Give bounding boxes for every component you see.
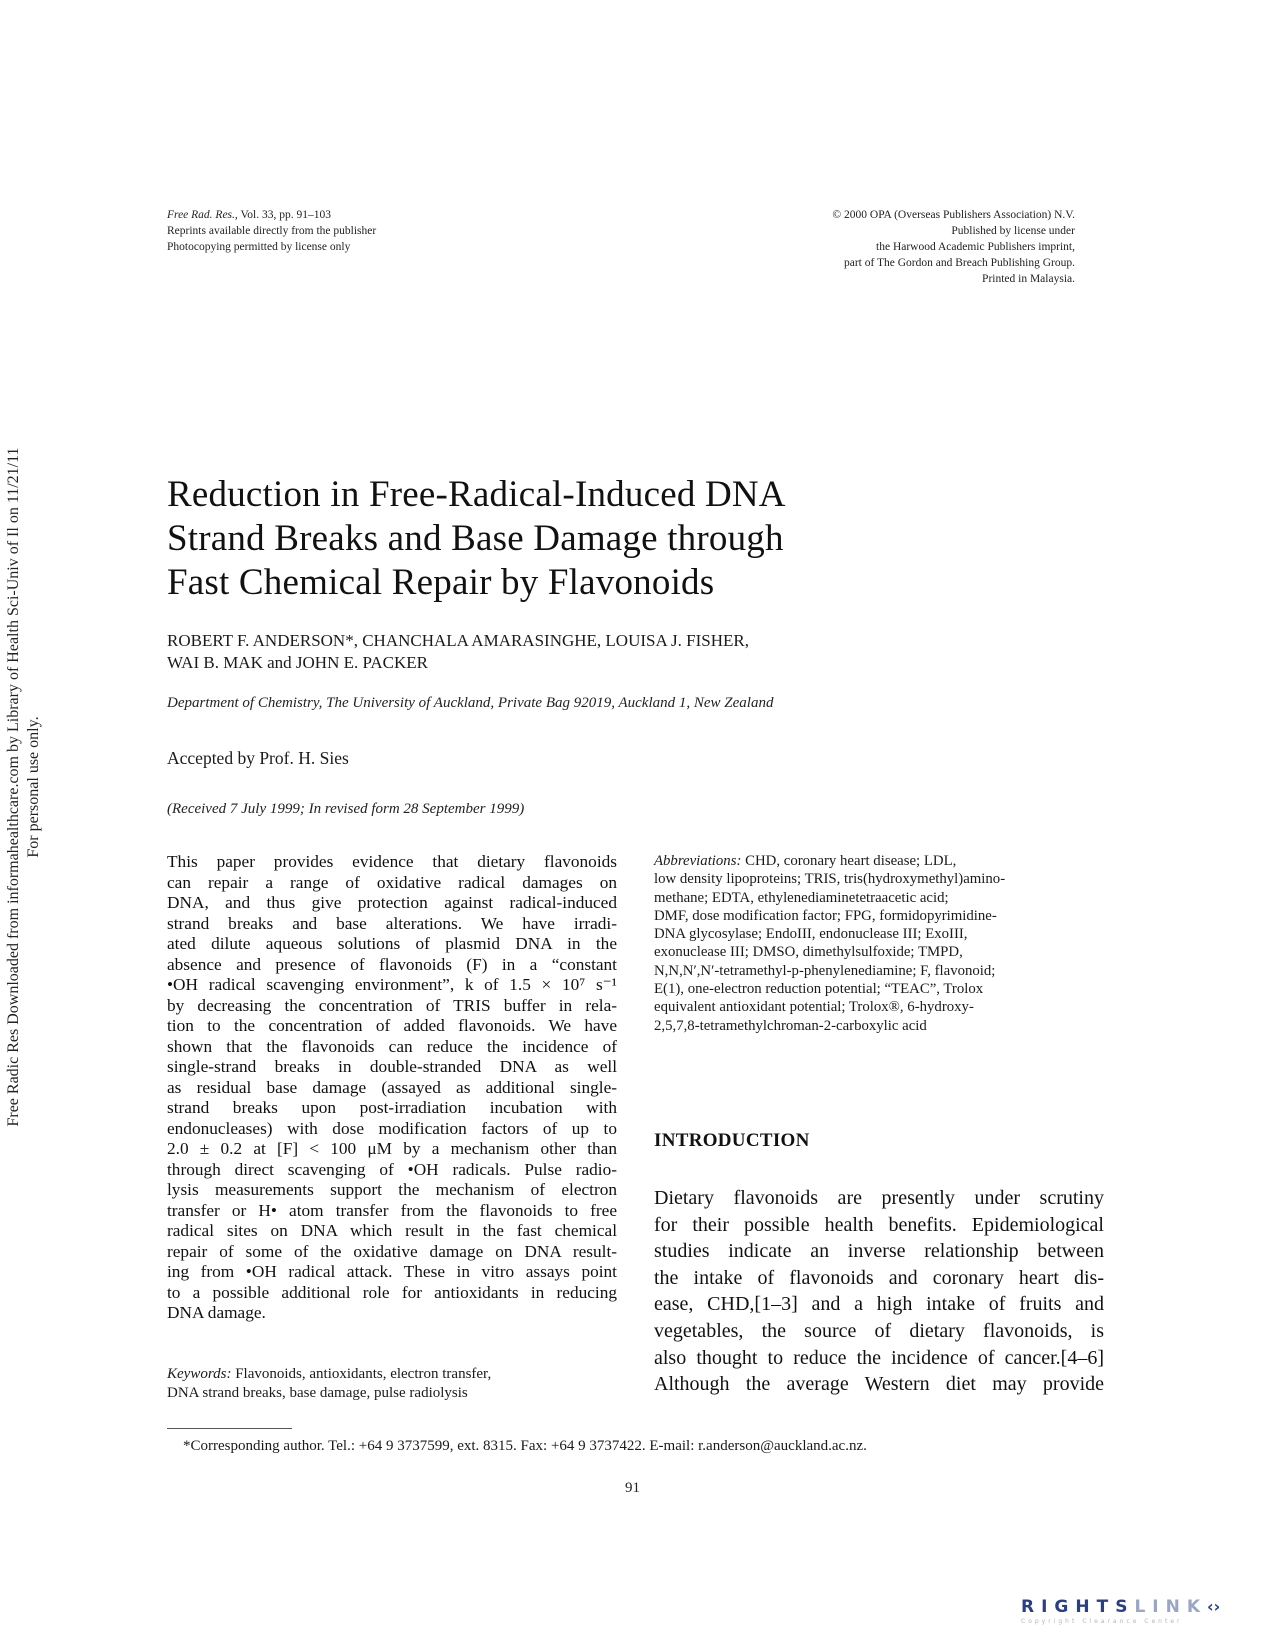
- corresponding-author-footnote: *Corresponding author. Tel.: +64 9 3737599, ext. 8315. Fax: +64 9 3737422. E-mail: r.anderson@auckland.ac.nz.: [183, 1438, 867, 1454]
- keywords-label: Keywords:: [167, 1366, 232, 1382]
- footnote-divider: [167, 1428, 292, 1429]
- page-number: 91: [625, 1480, 640, 1496]
- abbreviations-label: Abbreviations:: [654, 853, 742, 869]
- journal-name: Free Rad. Res.,: [167, 209, 238, 221]
- abbreviations: Abbreviations: CHD, coronary heart disease; LDL, low density lipoproteins; TRIS, tris(hydroxymethyl)amino- methane; EDTA, ethylenediaminetetraacetic acid; DMF, dose modification factor; FPG, formidopyrimidine- DNA glycosylase; EndoIII, endonuclease III; ExoIII, exonuclease III; DMSO, dimethylsulfoxide; TMPD, N,N,N′,N′-tetramethyl-p-phenylenediamine; F, flavonoid; E(1), one-electron reduction potential; “TEAC”, Trolox equivalent antioxidant potential; Trolox®, 6-hydroxy- 2,5,7,8-tetramethylchroman-2-carboxylic acid: [654, 853, 1006, 1034]
- keywords: Keywords: Flavonoids, antioxidants, electron transfer, DNA strand breaks, base damage, pulse radiolysis: [167, 1366, 492, 1401]
- printed-line: Printed in Malaysia.: [982, 273, 1075, 285]
- copyright-header: [832, 207, 1075, 287]
- abstract: This paper provides evidence that dietary flavonoids can repair a range of oxidative radical damages on DNA, and thus give protection against radical-induced strand breaks and base alterations. We have irradi- ated dilute aqueous solutions of plasmid DNA in the absence and presence of flavonoids (F) in a “constant •OH radical scavenging environment”, k of 1.5 × 10⁷ s⁻¹ by decreasing the concentration of TRIS buffer in rela- tion to the concentration of added flavonoids. We have shown that the flavonoids can reduce the incidence of single-strand breaks in double-stranded DNA as well as residual base damage (assayed as additional single- strand breaks upon post-irradiation incubation with endonucleases) with dose modification factors of up to 2.0 ± 0.2 at [F] < 100 μM by a mechanism other than through direct scavenging of •OH radicals. Pulse radio- lysis measurements support the mechanism of electron transfer or H• atom transfer from the flavonoids to free radical sites on DNA which result in the fast chemical repair of some of the oxidative damage on DNA result- ing from •OH radical attack. These in vitro assays point to a possible additional role for antioxidants in reducing DNA damage.: [167, 852, 617, 1322]
- rightslink-arrow-icon: ‹›: [1207, 1597, 1221, 1616]
- citation-line: Free Rad. Res., Vol. 33, pp. 91–103: [167, 209, 331, 221]
- author-list: ROBERT F. ANDERSON*, CHANCHALA AMARASINGHE, LOUISA J. FISHER, WAI B. MAK and JOHN E. PACKER: [167, 631, 749, 672]
- section-heading-introduction: INTRODUCTION: [654, 1130, 810, 1151]
- copyright-line: © 2000 OPA (Overseas Publishers Association) N.V.: [832, 209, 1075, 221]
- rightslink-logo[interactable]: RIGHTSLINK‹› Copyright Clearance Center: [1021, 1597, 1221, 1625]
- reprints-note: Reprints available directly from the publisher: [167, 225, 377, 237]
- paper-title: Reduction in Free-Radical-Induced DNA Strand Breaks and Base Damage through Fast Chemical Repair by Flavonoids: [167, 474, 786, 603]
- download-watermark: Free Radic Res Downloaded from informahealthcare.com by Library of Health Sci-Univ of Il on 11/21/11 For personal use only.: [5, 447, 42, 1127]
- affiliation: Department of Chemistry, The University of Auckland, Private Bag 92019, Auckland 1, New Zealand: [167, 695, 774, 711]
- group-line: part of The Gordon and Breach Publishing Group.: [843, 257, 1075, 269]
- imprint-line: the Harwood Academic Publishers imprint,: [876, 241, 1075, 253]
- received-dates: (Received 7 July 1999; In revised form 28 September 1999): [167, 801, 525, 817]
- journal-citation-header: [167, 207, 376, 255]
- accepted-by: Accepted by Prof. H. Sies: [167, 748, 349, 768]
- license-line: Published by license under: [951, 225, 1075, 237]
- rightslink-subtitle: Copyright Clearance Center: [1021, 1618, 1183, 1625]
- introduction-body: Dietary flavonoids are presently under scrutiny for their possible health benefits. Epidemiological studies indicate an inverse relationship between the intake of flavonoids and coronary heart dis- ease, CHD,[1–3] and a high intake of fruits and vegetables, the source of dietary flavonoids, is also thought to reduce the incidence of cancer.[4–6] Although the average Western diet may provide: [654, 1187, 1104, 1396]
- photocopy-note: Photocopying permitted by license only: [167, 241, 351, 253]
